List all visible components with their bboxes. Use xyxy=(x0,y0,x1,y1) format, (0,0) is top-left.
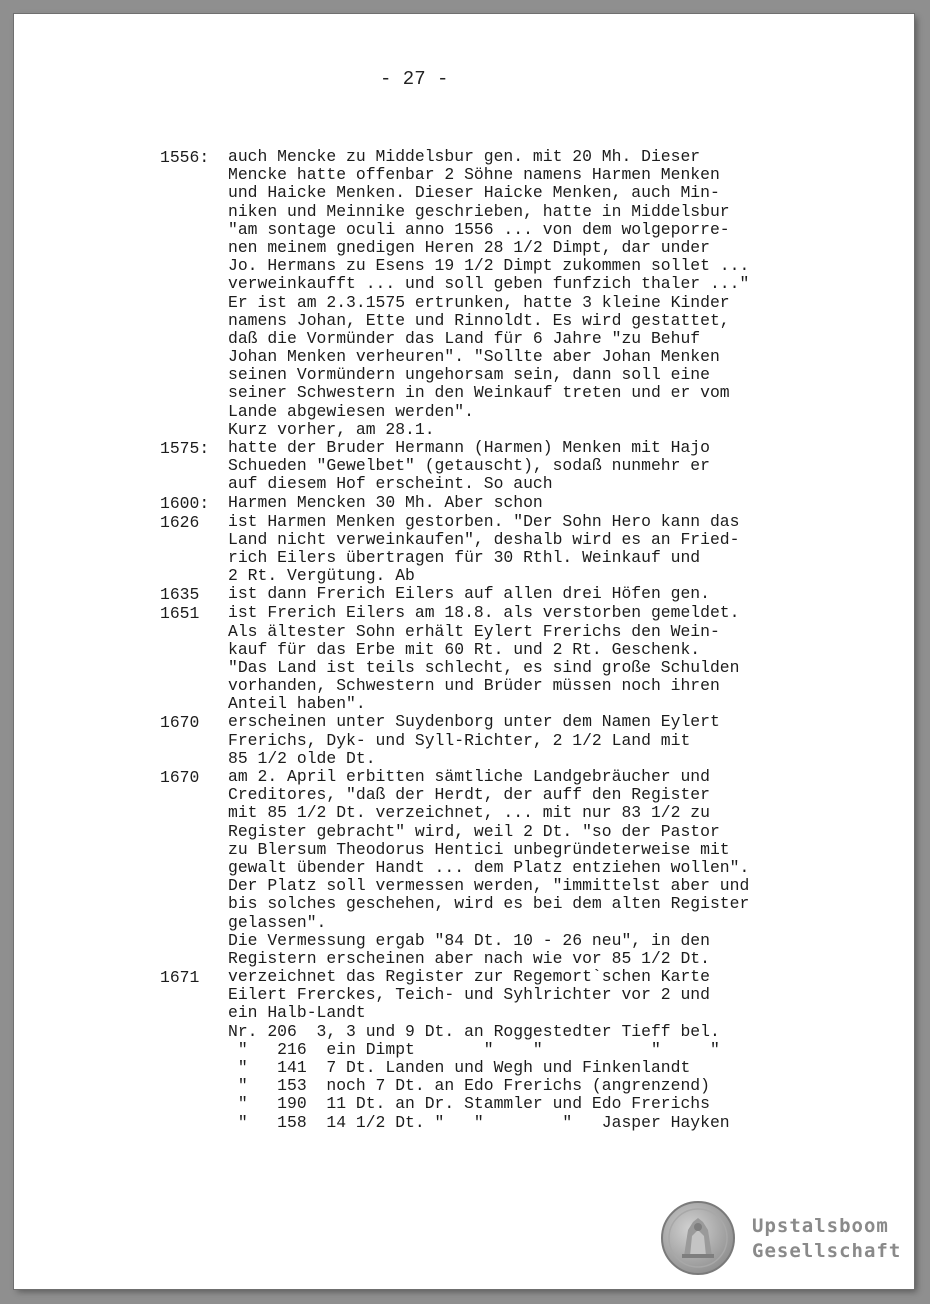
text-line: " 216 ein Dimpt " " " " xyxy=(228,1039,720,1059)
entry-year: 1670 xyxy=(160,768,200,787)
text-line: Harmen Mencken 30 Mh. Aber schon xyxy=(228,492,543,512)
publisher-logo-text xyxy=(752,1214,901,1264)
text-line: gewalt übender Handt ... dem Platz entziehen wollen". xyxy=(228,857,750,877)
chronicle-entry xyxy=(160,604,880,713)
entry-year: 1670 xyxy=(160,713,200,733)
entry-text xyxy=(228,604,880,713)
text-line: Kurz vorher, am 28.1. xyxy=(228,419,435,439)
entry-year: 1635 xyxy=(160,585,200,605)
chronicle-entry xyxy=(160,494,880,513)
text-line: 2 Rt. Vergütung. Ab xyxy=(228,566,415,586)
logo-line-1: Upstalsboom xyxy=(752,1215,889,1237)
text-line: kauf für das Erbe mit 60 Rt. und 2 Rt. Geschenk. xyxy=(228,639,701,659)
text-line: und Haicke Menken. Dieser Haicke Menken, auch Min- xyxy=(228,183,720,203)
text-line: Die Vermessung ergab "84 Dt. 10 - 26 neu", in den xyxy=(228,930,710,950)
entry-text xyxy=(228,968,880,1132)
entry-text xyxy=(228,513,880,586)
chronicle-entry xyxy=(160,513,880,586)
text-line: namens Johan, Ette und Rinnoldt. Es wird gestattet, xyxy=(228,310,730,330)
text-line: Frerichs, Dyk- und Syll-Richter, 2 1/2 Land mit xyxy=(228,730,691,750)
text-line: auf diesem Hof erscheint. So auch xyxy=(228,474,553,494)
text-line: Anteil haben". xyxy=(228,694,366,714)
text-line: Schueden "Gewelbet" (getauscht), sodaß nunmehr er xyxy=(228,456,710,476)
text-line: 85 1/2 olde Dt. xyxy=(228,748,376,768)
entry-year: 1651 xyxy=(160,604,200,624)
entry-year: 1671 xyxy=(160,968,200,988)
text-line: Lande abgewiesen werden". xyxy=(228,401,474,421)
text-line: verweinkaufft ... und soll geben funfzich thaler ..." xyxy=(228,274,750,294)
text-line: Als ältester Sohn erhält Eylert Frerichs den Wein- xyxy=(228,621,720,641)
entry-year: 1575: xyxy=(160,439,210,458)
page-number: - 27 - xyxy=(380,68,449,90)
entry-year: 1600: xyxy=(160,493,210,513)
text-line: ist dann Frerich Eilers auf allen drei Höfen gen. xyxy=(228,584,710,604)
text-line: Registern erscheinen aber nach wie vor 85 1/2 Dt. xyxy=(228,948,710,968)
text-line: seinen Vormündern ungehorsam sein, dann soll eine xyxy=(228,365,710,385)
text-line: " 141 7 Dt. Landen und Wegh und Finkenlandt xyxy=(228,1058,691,1077)
entry-text xyxy=(228,439,880,494)
entry-text xyxy=(228,148,880,439)
text-line: erscheinen unter Suydenborg unter dem Namen Eylert xyxy=(228,712,720,732)
text-line: daß die Vormünder das Land für 6 Jahre "zu Behuf xyxy=(228,328,701,348)
text-line: seiner Schwestern in den Weinkauf treten und er vom xyxy=(228,383,730,403)
chronicle-entry xyxy=(160,713,880,768)
entry-text xyxy=(228,713,880,768)
text-line: hatte der Bruder Hermann (Harmen) Menken mit Hajo xyxy=(228,438,710,457)
entry-year: 1626 xyxy=(160,512,200,532)
text-line: mit 85 1/2 Dt. verzeichnet, ... mit nur 83 1/2 zu xyxy=(228,803,710,823)
entry-text xyxy=(228,768,880,968)
text-line: auch Mencke zu Middelsbur gen. mit 20 Mh. Dieser xyxy=(228,147,701,166)
text-line: niken und Meinnike geschrieben, hatte in Middelsbur xyxy=(228,201,730,221)
chronicle-entries xyxy=(160,148,880,1132)
text-line: nen meinem gnedigen Heren 28 1/2 Dimpt, dar under xyxy=(228,237,710,257)
document-page xyxy=(14,14,914,1289)
text-line: " 158 14 1/2 Dt. " " " Jasper Hayken xyxy=(228,1112,730,1132)
text-line: rich Eilers übertragen für 30 Rthl. Weinkauf und xyxy=(228,547,701,567)
text-line: "am sontage oculi anno 1556 ... von dem wolgeporre- xyxy=(228,219,730,239)
text-line: Nr. 206 3, 3 und 9 Dt. an Roggestedter Tieff bel. xyxy=(228,1021,720,1041)
text-line: verzeichnet das Register zur Regemort`schen Karte xyxy=(228,967,710,987)
text-line: Register gebracht" wird, weil 2 Dt. "so der Pastor xyxy=(228,821,720,841)
text-line: " 190 11 Dt. an Dr. Stammler und Edo Frerichs xyxy=(228,1094,710,1114)
text-line: am 2. April erbitten sämtliche Landgebräucher und xyxy=(228,767,710,786)
chronicle-entry xyxy=(160,768,880,968)
text-line: gelassen". xyxy=(228,912,327,932)
text-line: "Das Land ist teils schlecht, es sind große Schulden xyxy=(228,657,740,677)
entry-text xyxy=(228,585,880,604)
text-line: zu Blersum Theodorus Hentici unbegründeterweise mit xyxy=(228,839,730,859)
text-line: bis solches geschehen, wird es bei dem alten Register xyxy=(228,894,750,914)
entry-year: 1556: xyxy=(160,148,210,167)
entry-text xyxy=(228,494,880,513)
logo-line-2: Gesellschaft xyxy=(752,1240,902,1262)
text-line: Creditores, "daß der Herdt, der auff den Register xyxy=(228,785,710,805)
text-line: vorhanden, Schwestern und Brüder müssen noch ihren xyxy=(228,676,720,696)
text-line: " 153 noch 7 Dt. an Edo Frerichs (angrenzend) xyxy=(228,1076,710,1096)
text-line: Jo. Hermans zu Esens 19 1/2 Dimpt zukommen sollet ... xyxy=(228,256,750,276)
text-line: Eilert Frerckes, Teich- und Syhlrichter vor 2 und xyxy=(228,985,710,1005)
text-line: Land nicht verweinkaufen", deshalb wird es an Fried- xyxy=(228,529,740,549)
text-line: ein Halb-Landt xyxy=(228,1003,366,1023)
text-line: Johan Menken verheuren". "Sollte aber Johan Menken xyxy=(228,347,720,367)
text-line: ist Frerich Eilers am 18.8. als verstorben gemeldet. xyxy=(228,603,740,623)
chronicle-entry xyxy=(160,585,880,604)
text-line: Mencke hatte offenbar 2 Söhne namens Harmen Menken xyxy=(228,165,720,185)
chronicle-entry xyxy=(160,439,880,494)
text-line: Der Platz soll vermessen werden, "immittelst aber und xyxy=(228,876,750,896)
seal-logo-icon xyxy=(660,1200,736,1276)
text-line: Er ist am 2.3.1575 ertrunken, hatte 3 kleine Kinder xyxy=(228,292,730,312)
chronicle-entry xyxy=(160,148,880,439)
chronicle-entry xyxy=(160,968,880,1132)
text-line: ist Harmen Menken gestorben. "Der Sohn Hero kann das xyxy=(228,511,740,531)
